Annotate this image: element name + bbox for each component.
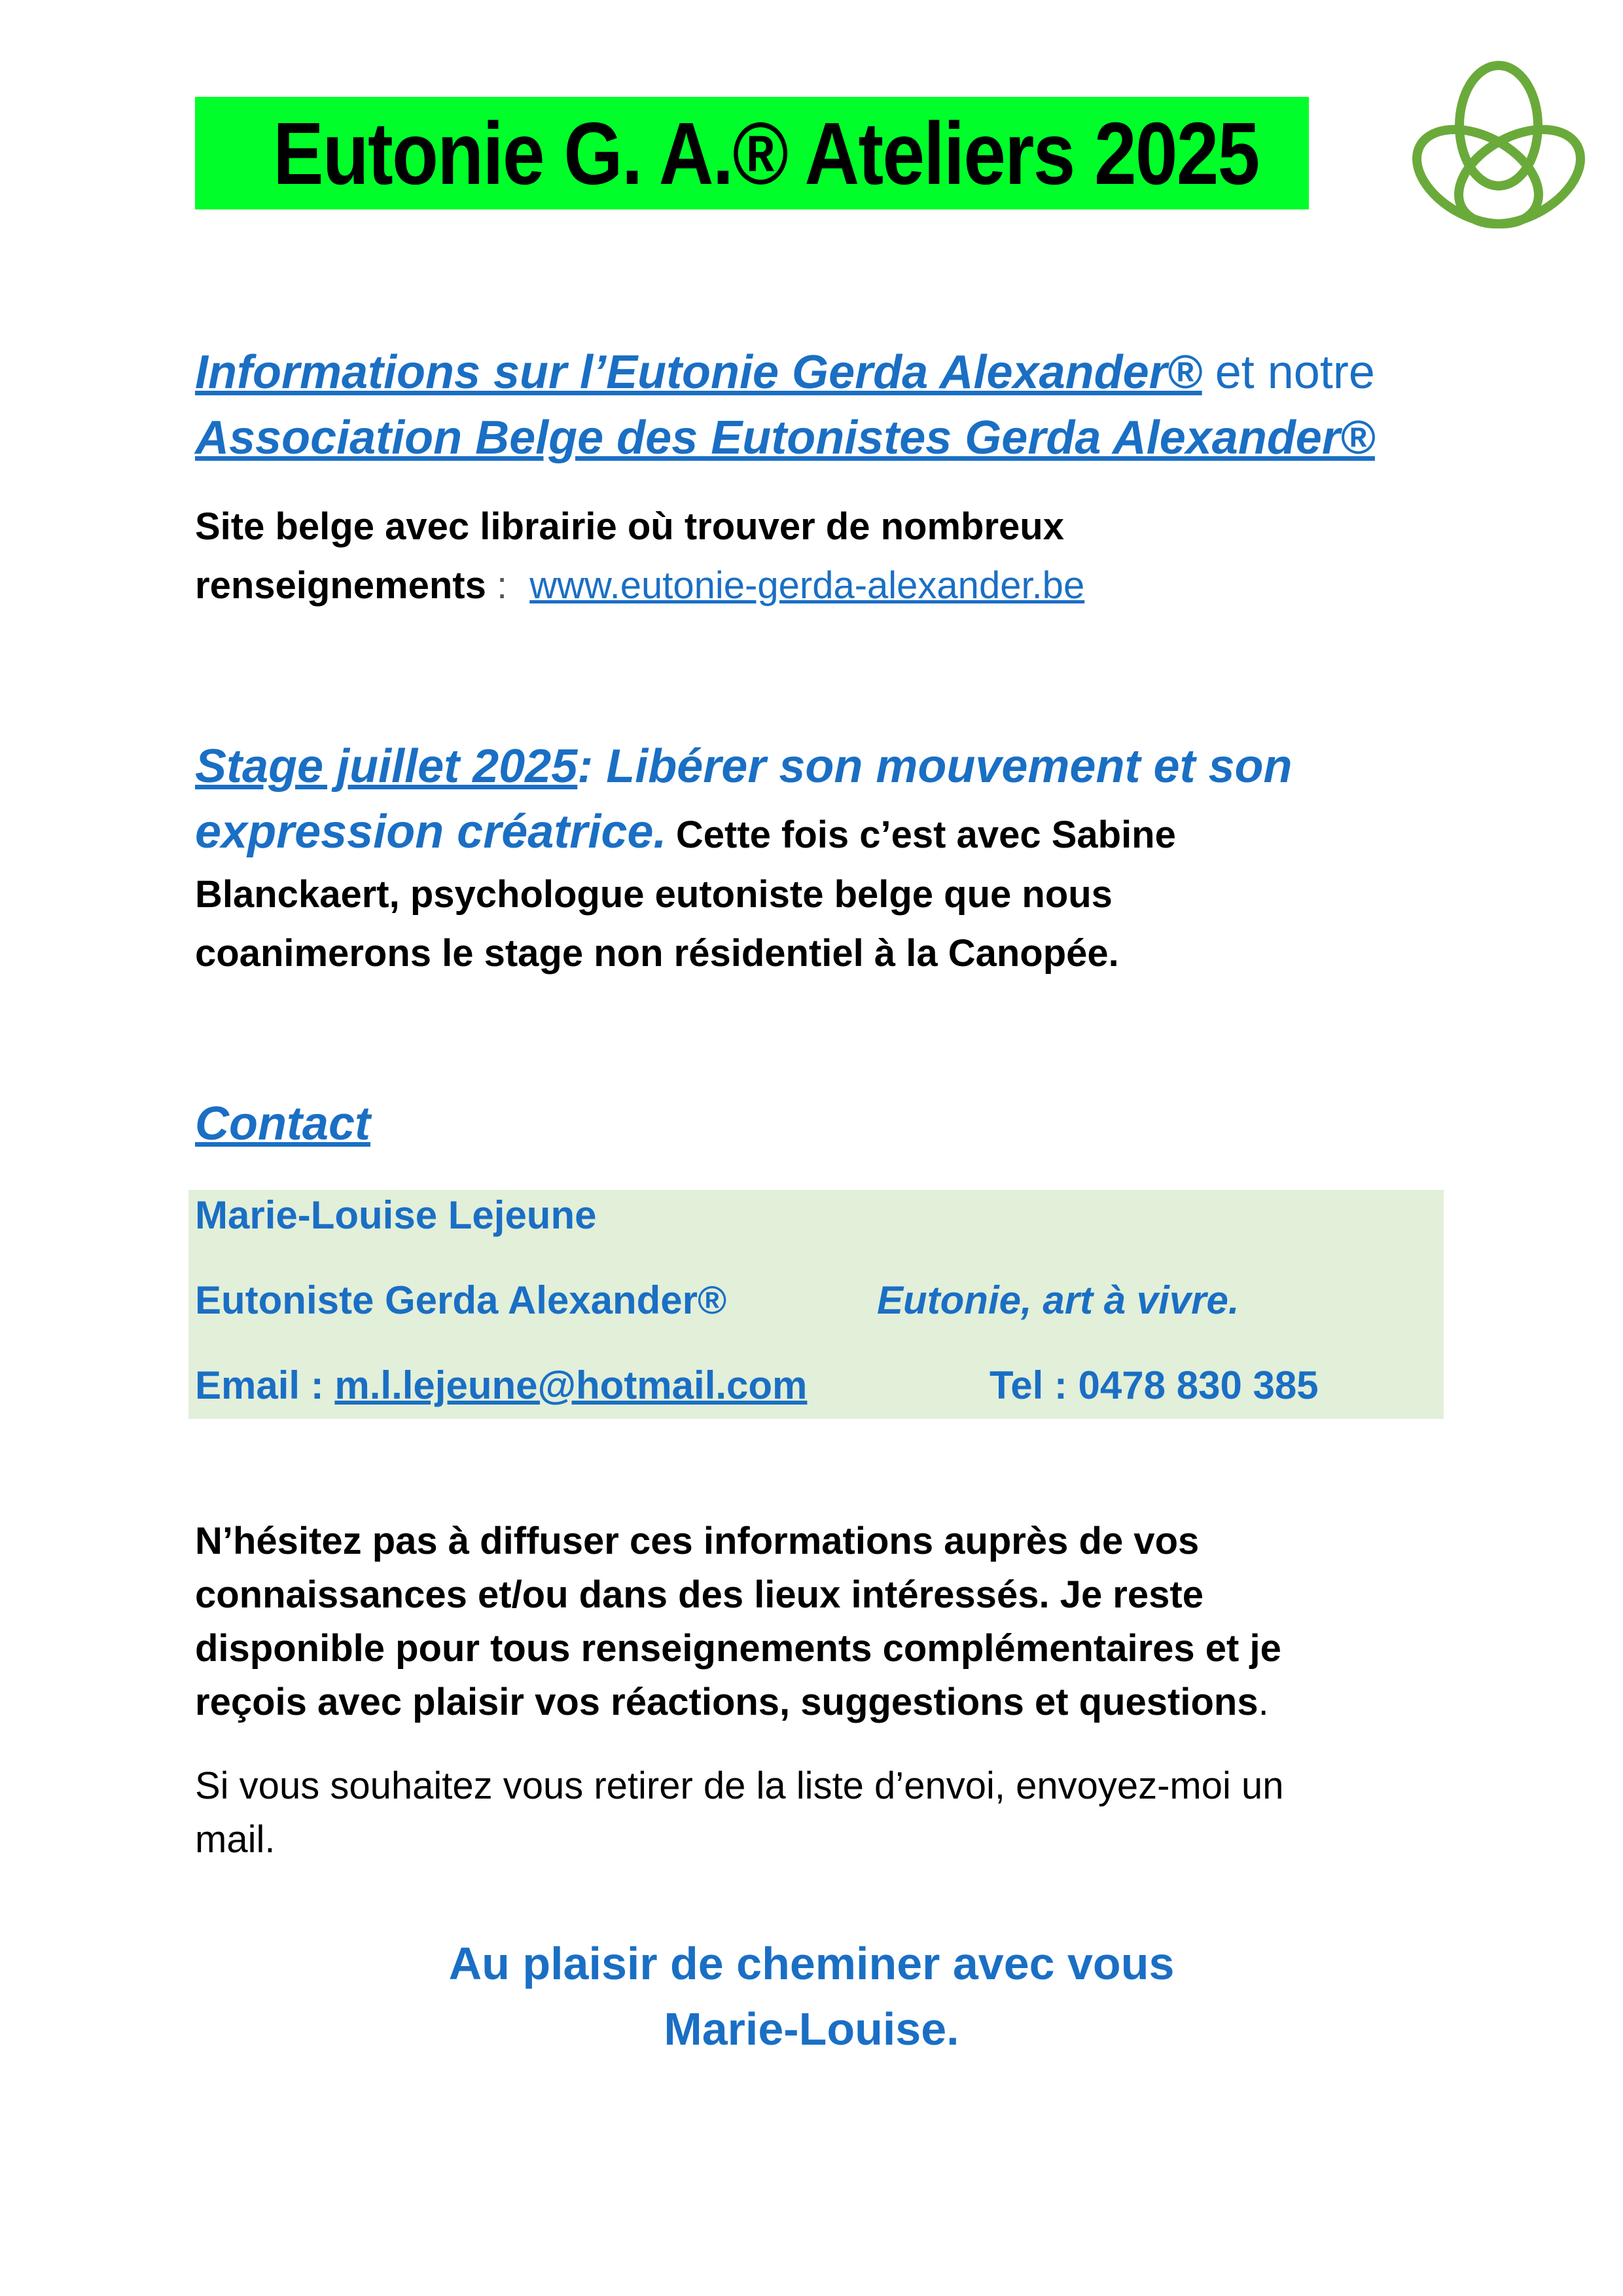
stage-desc-line2: Blanckaert, psychologue eutoniste belge que nous bbox=[195, 873, 1113, 916]
info-heading-line1 bbox=[195, 340, 1375, 404]
notice-line3: disponible pour tous renseignements complémentaires et je bbox=[195, 1627, 1281, 1670]
stage-heading-line1 bbox=[195, 734, 1292, 798]
notice-line4 bbox=[195, 1673, 1269, 1732]
notice-line1: N’hésitez pas à diffuser ces informations auprès de vos bbox=[195, 1520, 1200, 1562]
email-label: Email : bbox=[195, 1363, 324, 1407]
contact-role: Eutoniste Gerda Alexander® bbox=[195, 1278, 727, 1322]
contact-name: Marie-Louise Lejeune bbox=[195, 1193, 597, 1237]
association-link[interactable]: Association Belge des Eutonistes Gerda Alexander® bbox=[195, 412, 1375, 464]
site-colon: : bbox=[496, 564, 508, 607]
stage-heading-subtitle: expression créatrice. bbox=[195, 806, 667, 858]
notice-line2: connaissances et/ou dans des lieux intéressés. Je reste bbox=[195, 1573, 1204, 1616]
site-text-line1: Site belge avec librairie où trouver de nombreux bbox=[195, 505, 1064, 548]
stage-link[interactable]: Stage juillet 2025 bbox=[195, 740, 578, 793]
stage-heading-line2 bbox=[195, 800, 1176, 865]
eutonie-info-link[interactable]: Informations sur l’Eutonie Gerda Alexander® bbox=[195, 346, 1202, 399]
closing-line1: Au plaisir de cheminer avec vous bbox=[448, 1938, 1175, 1989]
connector-text: et notre bbox=[1215, 346, 1375, 399]
stage-desc-line1: Cette fois c’est avec Sabine bbox=[675, 814, 1176, 856]
stage-heading-rest: : Libérer son mouvement et son bbox=[577, 740, 1293, 793]
site-url-link[interactable]: www.eutonie-gerda-alexander.be bbox=[529, 564, 1085, 607]
contact-tagline: Eutonie, art à vivre. bbox=[877, 1278, 1240, 1322]
triquetra-logo-icon bbox=[1400, 52, 1597, 249]
page-title: Eutonie G. A.® Ateliers 2025 bbox=[273, 104, 1259, 203]
site-text-line2 bbox=[195, 556, 1084, 615]
notice-line4-text: reçois avec plaisir vos réactions, suggestions et questions bbox=[195, 1681, 1258, 1723]
email-link[interactable]: m.l.lejeune@hotmail.com bbox=[334, 1363, 808, 1407]
unsubscribe-line1: Si vous souhaitez vous retirer de la liste d’envoi, envoyez-moi un bbox=[195, 1765, 1284, 1807]
unsubscribe-line2: mail. bbox=[195, 1818, 276, 1861]
info-heading-line2 bbox=[195, 406, 1375, 470]
contact-tel: Tel : 0478 830 385 bbox=[990, 1363, 1319, 1407]
notice-line4-end: . bbox=[1258, 1681, 1269, 1723]
contact-heading[interactable]: Contact bbox=[195, 1098, 370, 1150]
contact-email-row bbox=[195, 1363, 807, 1408]
closing-signature: Marie-Louise. bbox=[664, 2003, 959, 2054]
site-text-bold: renseignements bbox=[195, 564, 486, 607]
stage-desc-line3: coanimerons le stage non résidentiel à la Canopée. bbox=[195, 932, 1119, 975]
